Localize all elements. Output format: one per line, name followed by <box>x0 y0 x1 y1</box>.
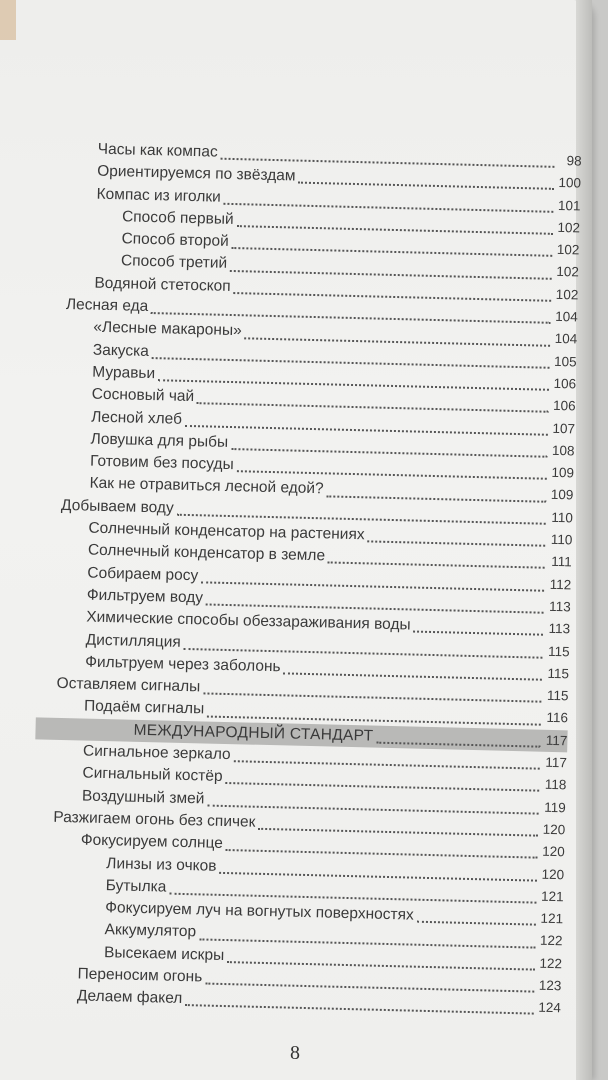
dot-leader <box>367 541 545 547</box>
toc-entry-page: 98 <box>566 153 582 169</box>
toc-entry-title: Бутылка <box>105 876 167 896</box>
page-corner-shadow <box>0 0 16 40</box>
toc-entry-page: 102 <box>555 286 579 303</box>
toc-entry-title: Добываем воду <box>60 496 174 517</box>
toc-entry-title: Ориентируемся по звёздам <box>96 162 296 185</box>
toc-entry-title: Способ первый <box>121 208 234 228</box>
page-number: 8 <box>290 1042 300 1064</box>
toc-entry-title: Муравьи <box>92 363 156 383</box>
toc-entry-title: Аккумулятор <box>104 921 197 941</box>
toc-entry-title: Высекаем искры <box>103 943 225 964</box>
toc-entry-title: Сосновый чай <box>91 385 195 406</box>
toc-entry-page: 117 <box>545 754 568 771</box>
toc-entry-title: Сигнальное зеркало <box>82 742 231 764</box>
toc-entry-title: Разжигаем огонь без спичек <box>53 808 256 831</box>
toc-entry-page: 113 <box>548 621 571 637</box>
toc-entry-page: 116 <box>546 710 569 726</box>
toc-entry-page: 102 <box>556 264 580 280</box>
toc-entry-page: 118 <box>544 777 567 793</box>
toc-entry-page: 123 <box>538 977 562 994</box>
toc-entry-title: Солнечный конденсатор в земле <box>87 541 326 565</box>
toc-entry-title: Сигнальный костёр <box>82 764 223 786</box>
toc-entry-page: 110 <box>551 509 574 526</box>
toc-entry-title: «Лесные макароны» <box>93 319 242 340</box>
toc-entry-title: Делаем факел <box>76 987 183 1008</box>
toc-entry-title: Воздушный змей <box>81 787 205 808</box>
toc-entry-page: 101 <box>557 197 581 214</box>
toc-entry-page: 120 <box>541 843 565 860</box>
toc-entry-page: 115 <box>547 665 570 682</box>
toc-entry-title: Переносим огонь <box>77 965 203 986</box>
toc-entry-page: 100 <box>558 175 582 191</box>
toc-entry-title: Фильтруем через заболонь <box>84 653 281 676</box>
toc-entry-page: 102 <box>557 219 581 236</box>
toc-entry-title: Химические способы обеззараживания воды <box>86 608 411 634</box>
toc-entry-title: Ловушка для рыбы <box>90 430 229 451</box>
toc-entry-page: 105 <box>553 353 577 370</box>
toc-entry-page: 117 <box>545 732 568 749</box>
dot-leader <box>413 631 543 636</box>
toc-entry-page: 102 <box>556 242 580 258</box>
toc-entry-title: Компас из иголки <box>96 185 222 206</box>
toc-entry-page: 104 <box>554 331 578 347</box>
toc-entry-page: 109 <box>550 487 574 503</box>
toc-entry-title: Водяной стетоскоп <box>94 274 231 295</box>
toc-entry-page: 113 <box>548 598 571 615</box>
toc-entry-page: 122 <box>539 933 563 949</box>
toc-entry-title: Готовим без посуды <box>89 452 234 474</box>
toc-entry-title: Оставляем сигналы <box>56 674 201 696</box>
toc-entry-page: 111 <box>551 554 572 570</box>
toc-entry-title: Как не отравиться лесной едой? <box>89 475 324 498</box>
toc-entry-page: 115 <box>546 687 569 704</box>
toc-entry-page: 120 <box>541 866 565 882</box>
toc-entry-page: 121 <box>540 888 564 905</box>
toc-entry-title: Линзы из очков <box>106 854 217 875</box>
toc-entry-page: 109 <box>551 465 575 481</box>
toc-entry-title: Фильтруем воду <box>86 586 204 607</box>
toc-entry-page: 124 <box>538 999 562 1016</box>
toc-entry-title: Лесная еда <box>65 296 149 316</box>
toc-entry-page: 106 <box>553 375 577 392</box>
toc-entry-title: Способ второй <box>121 230 230 251</box>
toc-entry-page: 106 <box>552 398 576 414</box>
dot-leader <box>376 742 540 748</box>
toc-entry-title: Подаём сигналы <box>83 697 205 718</box>
table-of-contents <box>49 138 582 1020</box>
toc-entry-title: Солнечный конденсатор на растениях <box>88 519 365 544</box>
toc-entry-title: МЕЖДУНАРОДНЫЙ СТАНДАРТ <box>133 721 374 745</box>
dot-leader <box>185 1004 534 1015</box>
toc-entry-page: 104 <box>555 308 578 325</box>
toc-entry-page: 112 <box>549 576 572 593</box>
toc-entry-title: Закуска <box>92 341 150 360</box>
toc-entry-title: Фокусируем луч на вогнутых поверхностях <box>104 899 414 924</box>
toc-entry-page: 122 <box>539 955 563 971</box>
toc-entry-page: 121 <box>540 910 564 927</box>
toc-entry-title: Лесной хлеб <box>90 408 183 428</box>
toc-entry-title: Собираем росу <box>87 564 199 584</box>
dot-leader <box>417 921 536 926</box>
toc-entry-page: 115 <box>547 643 570 659</box>
toc-entry-title: Часы как компас <box>97 140 218 161</box>
toc-entry-page: 120 <box>542 821 566 838</box>
toc-entry-page: 110 <box>550 531 573 548</box>
toc-entry-page: 107 <box>552 420 576 436</box>
toc-entry-title: Фокусируем солнце <box>80 831 224 853</box>
toc-entry-page: 119 <box>544 799 566 815</box>
toc-entry-title: Дистилляция <box>85 631 182 651</box>
toc-entry-title: Способ третий <box>120 252 228 273</box>
toc-entry-page: 108 <box>551 442 575 459</box>
